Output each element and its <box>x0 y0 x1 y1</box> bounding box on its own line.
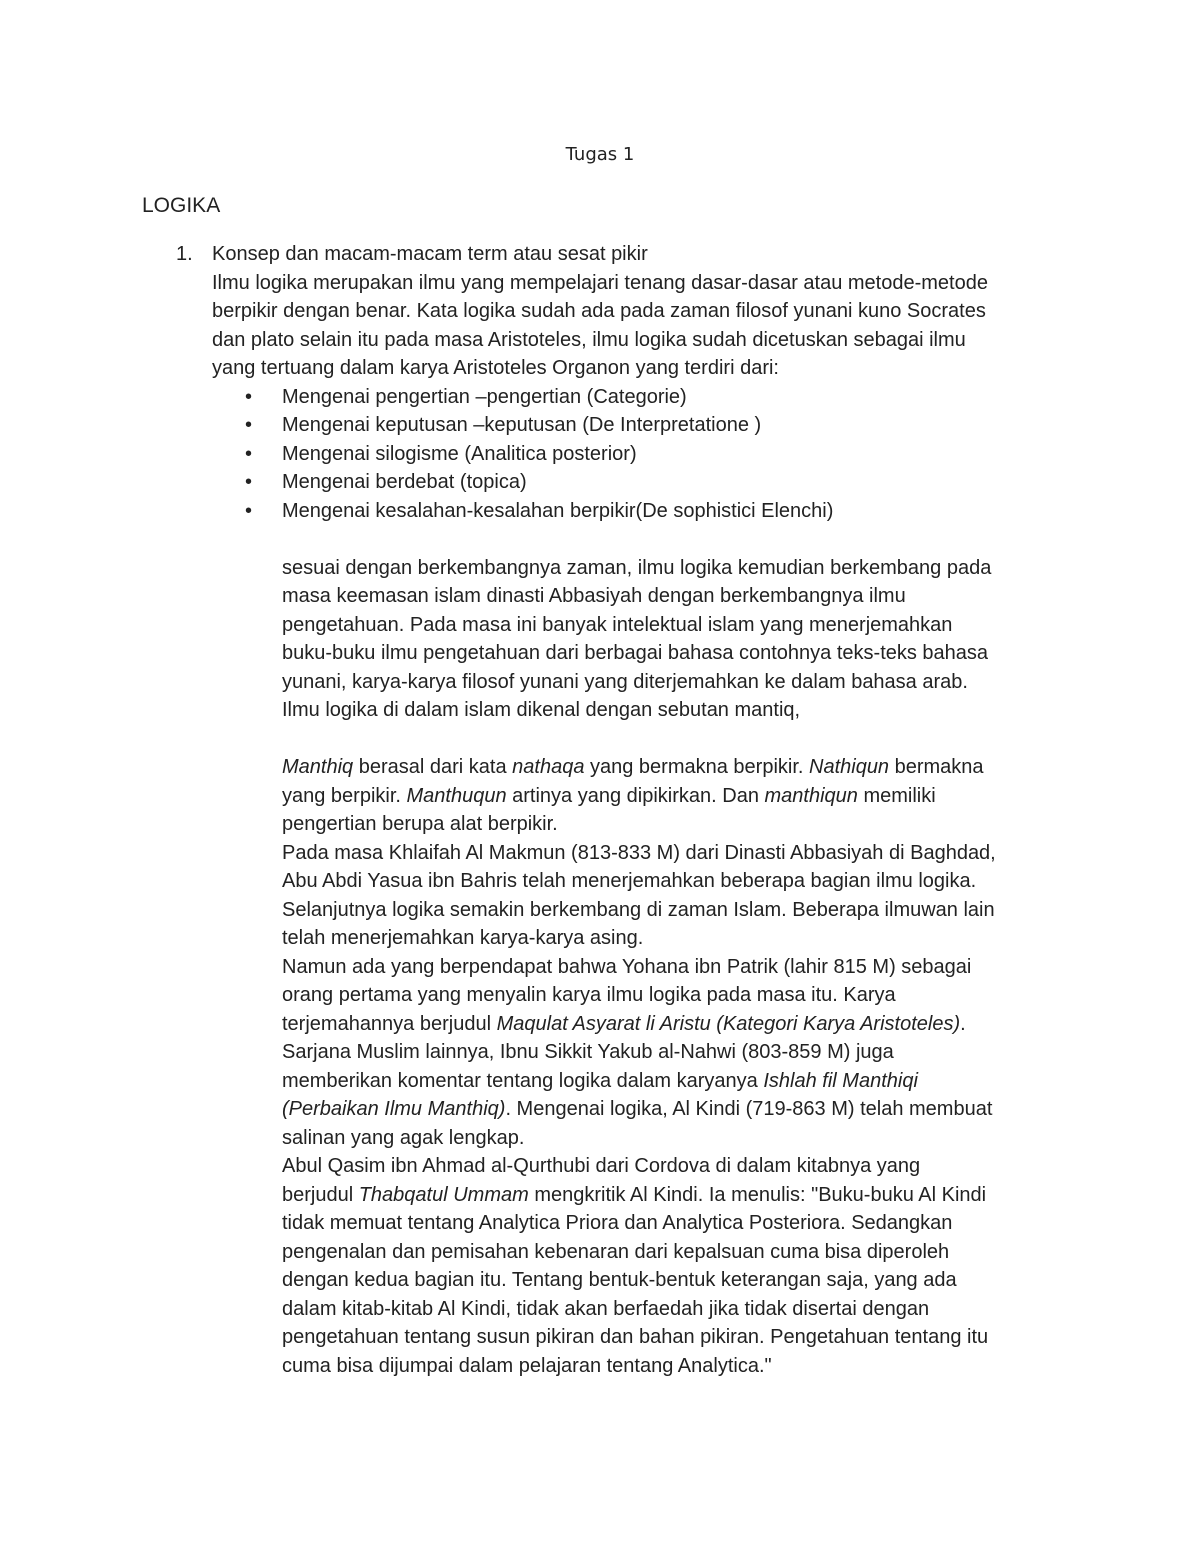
text-line: Ilmu logika di dalam islam dikenal dengan sebutan mantiq, <box>282 699 801 721</box>
bullet-text: Mengenai pengertian –pengertian (Categorie) <box>282 385 687 408</box>
text-run: bermakna <box>889 756 984 778</box>
italic-term: Thabqatul Ummam <box>358 1183 529 1206</box>
text-line: yunani, karya-karya filosof yunani yang diterjemahkan ke dalam bahasa arab. <box>282 670 968 693</box>
text-run: artinya yang dipikirkan. Dan <box>506 784 765 807</box>
text-line: pengertian berupa alat berpikir. <box>282 813 558 835</box>
text-line: buku-buku ilmu pengetahuan dari berbagai bahasa contohnya teks-teks bahasa <box>282 642 989 664</box>
bullet-item <box>212 440 1076 469</box>
text-run: terjemahannya berjudul <box>282 1012 497 1035</box>
text-run: berjudul <box>282 1183 359 1206</box>
bullet-item <box>212 411 1076 440</box>
text-line <box>282 1095 1076 1124</box>
text-line: dan plato selain itu pada masa Aristoteles, ilmu logika sudah dicetuskan sebagai ilmu <box>212 328 966 351</box>
blank-line <box>282 525 1076 554</box>
text-line: telah menerjemahkan karya-karya asing. <box>282 927 644 949</box>
italic-term: nathaqa <box>512 756 585 778</box>
text-line <box>282 1181 1076 1210</box>
text-line: dengan kedua bagian itu. Tentang bentuk-bentuk keterangan saja, yang ada <box>282 1269 957 1291</box>
text-line: Namun ada yang berpendapat bahwa Yohana ibn Patrik (lahir 815 M) sebagai <box>282 955 972 978</box>
text-line: pengetahuan tentang susun pikiran dan bahan pikiran. Pengetahuan tentang itu <box>282 1326 989 1348</box>
bullet-icon: • <box>245 385 253 408</box>
text-line: masa keemasan islam dinasti Abbasiyah dengan berkembangnya ilmu <box>282 585 906 607</box>
item-body <box>212 240 1076 1380</box>
italic-term: Manthuqun <box>406 784 507 807</box>
text-run: memberikan komentar tentang logika dalam karyanya <box>282 1069 764 1092</box>
bullet-item <box>212 497 1076 526</box>
text-run: yang berpikir. <box>282 784 407 807</box>
text-run: memiliki <box>857 784 936 807</box>
bullet-text: Mengenai berdebat (topica) <box>282 471 527 493</box>
text-line: tidak memuat tentang Analytica Priora dan Analytica Posteriora. Sedangkan <box>282 1212 953 1234</box>
text-run: mengkritik Al Kindi. Ia menulis: "Buku-buku Al Kindi <box>528 1183 987 1206</box>
paragraph-development <box>282 554 1076 725</box>
bullet-text: Mengenai silogisme (Analitica posterior) <box>282 442 637 465</box>
section-heading: LOGIKA <box>142 194 221 217</box>
paragraph-sikkit <box>282 1038 1076 1152</box>
bullet-text: Mengenai keputusan –keputusan (De Interpretatione ) <box>282 414 762 436</box>
sub-content <box>282 525 1076 1380</box>
paragraph-yohana <box>282 953 1076 1039</box>
text-line: Pada masa Khlaifah Al Makmun (813-833 M) dari Dinasti Abbasiyah di Baghdad, <box>282 841 996 864</box>
intro-paragraph <box>212 269 1076 383</box>
paragraph-qurthubi <box>282 1152 1076 1380</box>
text-line: salinan yang agak lengkap. <box>282 1126 525 1149</box>
bullet-icon: • <box>245 442 253 465</box>
italic-term: Maqulat Asyarat li Aristu (Kategori Karya Aristoteles) <box>496 1012 961 1035</box>
text-run: berasal dari kata <box>353 756 513 778</box>
text-line: pengenalan dan pemisahan kebenaran dari kepalsuan cuma bisa diperoleh <box>282 1240 950 1263</box>
text-line: cuma bisa dijumpai dalam pelajaran tentang Analytica." <box>282 1354 772 1377</box>
italic-term: Nathiqun <box>809 756 890 778</box>
text-line: Abu Abdi Yasua ibn Bahris telah menerjemahkan beberapa bagian ilmu logika. <box>282 870 977 892</box>
text-line: dalam kitab-kitab Al Kindi, tidak akan berfaedah jika tidak disertai dengan <box>282 1297 930 1320</box>
document-title: Tugas 1 <box>565 144 635 165</box>
bullet-icon: • <box>245 471 253 493</box>
bullet-list <box>212 383 1076 526</box>
paragraph-makmun <box>282 839 1076 953</box>
blank-line <box>282 725 1076 754</box>
text-run: yang bermakna berpikir. <box>584 756 809 778</box>
text-line <box>282 782 1076 811</box>
text-line: Abul Qasim ibn Ahmad al-Qurthubi dari Cordova di dalam kitabnya yang <box>282 1155 921 1177</box>
text-line: Selanjutnya logika semakin berkembang di zaman Islam. Beberapa ilmuwan lain <box>282 898 995 921</box>
italic-term: Ishlah fil Manthiqi <box>763 1069 918 1092</box>
text-line: pengetahuan. Pada masa ini banyak intelektual islam yang menerjemahkan <box>282 613 953 636</box>
paragraph-etymology <box>282 753 1076 839</box>
text-line: Ilmu logika merupakan ilmu yang mempelajari tenang dasar-dasar atau metode-metode <box>212 271 988 294</box>
item-number: 1. <box>176 243 193 265</box>
bullet-icon: • <box>245 414 253 436</box>
text-run: . Mengenai logika, Al Kindi (719-863 M) telah membuat <box>505 1098 993 1120</box>
italic-term: (Perbaikan Ilmu Manthiq) <box>282 1098 506 1120</box>
text-run: . <box>960 1012 966 1035</box>
bullet-icon: • <box>245 499 253 522</box>
text-line: berpikir dengan benar. Kata logika sudah ada pada zaman filosof yunani kuno Socrates <box>212 300 986 322</box>
item-title: Konsep dan macam-macam term atau sesat pikir <box>212 243 648 265</box>
text-line <box>282 753 1076 782</box>
text-line: orang pertama yang menyalin karya ilmu logika pada masa itu. Karya <box>282 984 896 1006</box>
text-line: Sarjana Muslim lainnya, Ibnu Sikkit Yakub al-Nahwi (803-859 M) juga <box>282 1041 894 1063</box>
text-line: sesuai dengan berkembangnya zaman, ilmu logika kemudian berkembang pada <box>282 556 992 579</box>
bullet-item <box>212 383 1076 412</box>
bullet-text: Mengenai kesalahan-kesalahan berpikir(De sophistici Elenchi) <box>282 499 834 522</box>
numbered-item <box>176 240 1076 1380</box>
bullet-item <box>212 468 1076 497</box>
text-line <box>282 1067 1076 1096</box>
italic-term: manthiqun <box>764 784 858 807</box>
text-line: yang tertuang dalam karya Aristoteles Organon yang terdiri dari: <box>212 357 779 379</box>
text-line <box>282 1010 1076 1039</box>
italic-term: Manthiq <box>282 756 354 778</box>
